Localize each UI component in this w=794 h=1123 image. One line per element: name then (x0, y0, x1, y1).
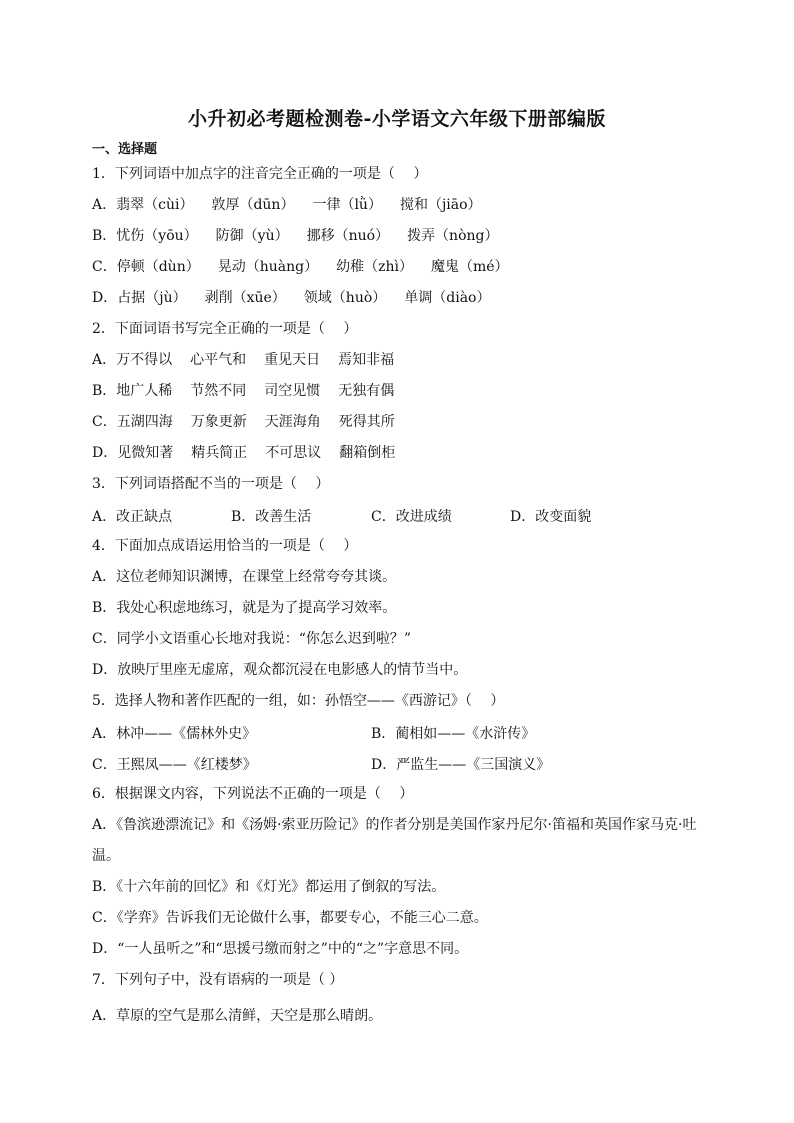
question-3-option-a: A．改正缺点 (92, 509, 173, 525)
option-a-word-4: 焉知非福 (338, 352, 395, 368)
question-4-option-d: D．放映厅里座无虚席，观众都沉浸在电影感人的情节当中。 (92, 662, 468, 678)
question-2-option-a (92, 351, 412, 369)
option-b-word-1: B．地广人稀 (92, 383, 173, 399)
question-6-option-b: B．《十六年前的回忆》和《灯光》都运用了倒叙的写法。 (92, 879, 446, 895)
option-c-word-2: 万象更新 (190, 414, 247, 430)
question-5-option-d: D．严监生——《三国演义》 (371, 757, 551, 773)
option-a-word-3: 重见天日 (264, 352, 321, 368)
option-d-part-4: 单调（diào） (404, 290, 491, 306)
option-a-word-1: A．万不得以 (92, 352, 173, 368)
option-d-word-1: D．见微知著 (92, 445, 174, 461)
question-3-option-d: D．改变面貌 (510, 509, 592, 525)
option-b-part-3: 挪移（nuó） (306, 228, 390, 244)
question-6-option-a: A．《鲁滨逊漂流记》和《汤姆·索亚历险记》的作者分别是美国作家丹尼尔·笛福和英国作家马克·吐温。 (92, 817, 697, 864)
question-3-stem: 3．下列词语搭配不当的一项是（ ） (92, 476, 330, 492)
question-2-stem: 2．下面词语书写完全正确的一项是（ ） (92, 321, 358, 337)
question-5-option-c: C．王熙凤——《红楼梦》 (92, 757, 257, 773)
option-d-word-2: 精兵简正 (191, 445, 248, 461)
section-heading: 一、选择题 (92, 142, 158, 157)
page-title: 小升初必考题检测卷-小学语文六年级下册部编版 (188, 108, 606, 130)
question-5-option-b: B．蔺相如——《水浒传》 (371, 726, 536, 742)
question-3-option-b: B．改善生活 (231, 509, 312, 525)
question-7-stem: 7．下列句子中，没有语病的一项是（ ） (92, 972, 344, 988)
question-4-option-c: C．同学小文语重心长地对我说：“你怎么迟到啦？” (92, 631, 412, 647)
option-a-word-2: 心平气和 (190, 352, 247, 368)
option-b-word-3: 司空见惯 (264, 383, 321, 399)
option-a-part-3: 一律（lǜ） (312, 197, 382, 213)
question-2-option-c (92, 413, 413, 431)
option-c-part-4: 魔鬼（mé） (430, 259, 509, 275)
option-b-part-4: 拨弄（nòng） (407, 228, 499, 244)
option-c-part-1: C．停顿（dùn） (92, 259, 200, 275)
question-5-stem: 5．选择人物和著作匹配的一组，如：孙悟空——《西游记》（ ） (92, 693, 505, 709)
question-4-option-b: B．我处心积虑地练习，就是为了提高学习效率。 (92, 600, 397, 616)
question-5-option-a: A．林冲——《儒林外史》 (92, 726, 257, 742)
option-a-part-1: A．翡翠（cùi） (92, 197, 194, 213)
option-d-word-3: 不可思议 (265, 445, 322, 461)
question-1-option-d (92, 289, 508, 307)
question-6-stem: 6．根据课文内容，下列说法不正确的一项是（ ） (92, 786, 414, 802)
option-c-word-4: 死得其所 (338, 414, 395, 430)
question-6-option-c: C．《学弈》告诉我们无论做什么事，都要专心，不能三心二意。 (92, 910, 488, 926)
option-b-word-4: 无独有偶 (338, 383, 395, 399)
question-3-option-c: C．改进成绩 (371, 509, 452, 525)
option-a-part-4: 搅和（jiāo） (399, 197, 482, 213)
option-c-part-3: 幼稚（zhì） (336, 259, 413, 275)
question-1-stem: 1．下列词语中加点字的注音完全正确的一项是（ ） (92, 166, 428, 182)
question-1-option-a (92, 196, 500, 214)
option-a-part-2: 敦厚（dūn） (211, 197, 295, 213)
question-2-option-d (92, 444, 413, 462)
question-4-option-a: A．这位老师知识渊博，在课堂上经常夸夸其谈。 (92, 569, 397, 585)
option-d-part-1: D．占据（jù） (92, 290, 187, 306)
question-4-stem: 4．下面加点成语运用恰当的一项是（ ） (92, 538, 358, 554)
option-d-word-4: 翻箱倒柜 (339, 445, 396, 461)
question-2-option-b (92, 382, 412, 400)
option-c-word-3: 天涯海角 (264, 414, 321, 430)
option-b-part-2: 防御（yù） (215, 228, 289, 244)
option-b-word-2: 节然不同 (190, 383, 247, 399)
option-d-part-2: 剥削（xūe） (204, 290, 286, 306)
option-c-part-2: 晃动（huàng） (217, 259, 319, 275)
option-c-word-1: C．五湖四海 (92, 414, 173, 430)
question-1-option-b (92, 227, 517, 245)
option-d-part-3: 领域（huò） (303, 290, 387, 306)
question-6-option-d: D．“一人虽听之”和“思援弓缴而射之”中的“之”字意思不同。 (92, 941, 469, 957)
option-b-part-1: B．忧伤（yōu） (92, 228, 198, 244)
question-7-option-a: A．草原的空气是那么清鲜，天空是那么晴朗。 (92, 1008, 383, 1024)
question-1-option-c (92, 258, 527, 276)
